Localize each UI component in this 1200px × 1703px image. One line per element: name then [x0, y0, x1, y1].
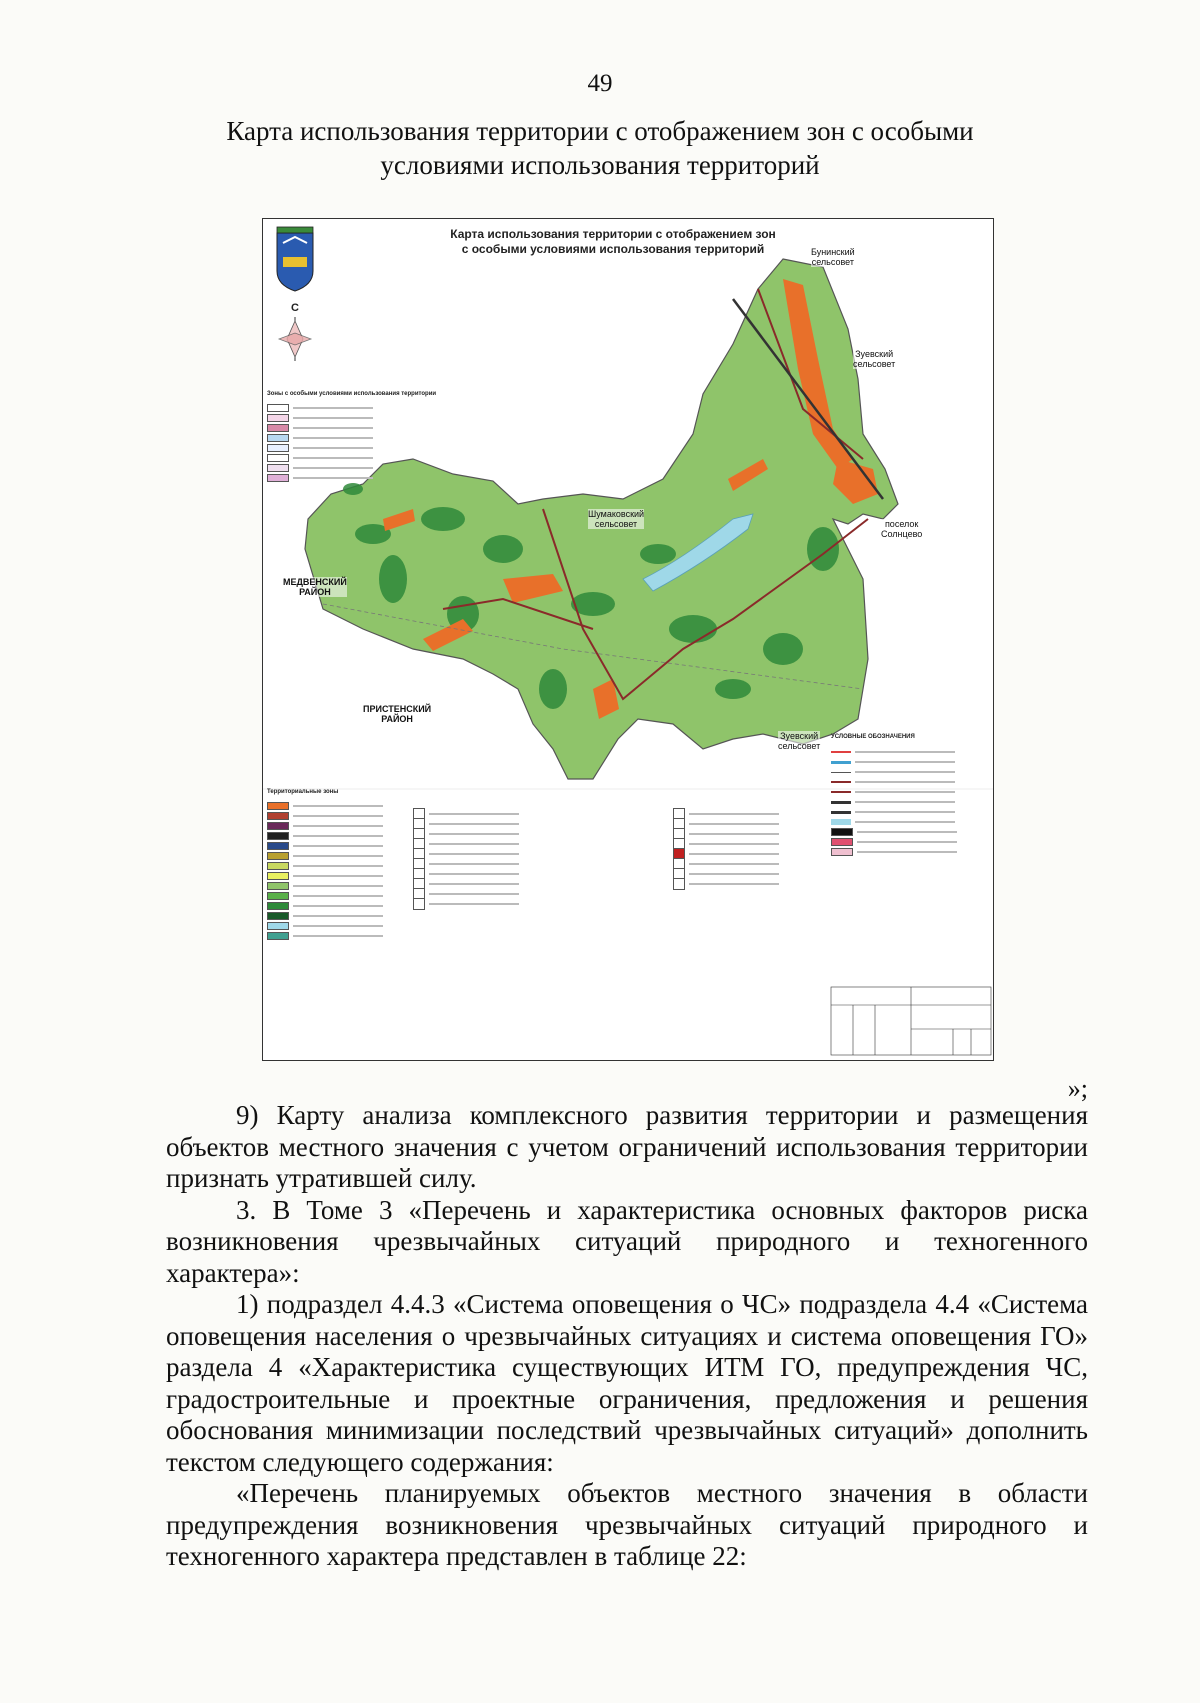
legend-objects-column-1 [413, 809, 519, 909]
body-text [166, 1100, 1088, 1573]
place-label-bunin: Бунинский сельсовет [811, 247, 855, 267]
document-title-line: условиями использования территорий [380, 150, 820, 180]
territory-use-map [262, 218, 994, 1061]
place-label-zuev-north: Зуевский сельсовет [853, 349, 896, 369]
place-label-solntsevo: поселок Солнцево [881, 519, 923, 539]
map-title-line: с особыми условиями использования территорий [461, 242, 765, 256]
map-title [413, 227, 813, 257]
coat-of-arms-icon [277, 227, 313, 291]
paragraph: 1) подраздел 4.4.3 «Система оповещения о ЧС» подраздела 4.4 «Система оповещения населения о чрезвычайных ситуациях и система оповещения ГО» раздела 4 «Характеристика существующих ИТМ ГО, предупреждения ЧС, градостроительные и проектные ограничения, предложения и решения обоснования минимизации последствий чрезвычайных ситуаций» дополнить текстом следующего содержания: [166, 1289, 1088, 1477]
paragraph: 9) Карту анализа комплексного развития территории и размещения объектов местного значения с учетом ограничений использования территории признать утратившей силу. [166, 1100, 1088, 1193]
place-label-medven: МЕДВЕНСКИЙ РАЙОН [283, 577, 347, 597]
legend-heading-territorial: Территориальные зоны [267, 789, 339, 795]
compass-rose-icon [279, 302, 311, 361]
place-label-pristen: ПРИСТЕНСКИЙ РАЙОН [363, 704, 432, 724]
place-label-shumakov: Шумаковский сельсовет [588, 509, 645, 529]
legend-objects-column-2 [673, 809, 779, 889]
legend-conventional-signs [831, 747, 957, 857]
page-number: 49 [587, 70, 613, 97]
legend-heading-zones: Зоны с особыми условиями использования территории [267, 391, 437, 397]
map-title-line: Карта использования территории с отображением зон [450, 227, 776, 241]
document-title [150, 114, 1050, 182]
title-block [831, 987, 991, 1055]
legend-territorial-zones [267, 801, 383, 941]
paragraph: 3. В Томе 3 «Перечень и характеристика основных факторов риска возникновения чрезвычайных ситуаций природного и техногенного характера»: [166, 1194, 1088, 1288]
paragraph: «Перечень планируемых объектов местного значения в области предупреждения возникновения чрезвычайных ситуаций природного и техногенного характера представлен в таблице 22: [166, 1478, 1088, 1571]
legend-heading-conventional: УСЛОВНЫЕ ОБОЗНАЧЕНИЯ [831, 734, 915, 740]
place-label-zuev-south: Зуевский сельсовет [778, 731, 821, 751]
closing-quote: »; [1067, 1074, 1088, 1103]
document-title-line: Карта использования территории с отображением зон с особыми [226, 116, 974, 146]
legend-zones [267, 403, 373, 483]
compass-north-label: С [291, 302, 299, 314]
